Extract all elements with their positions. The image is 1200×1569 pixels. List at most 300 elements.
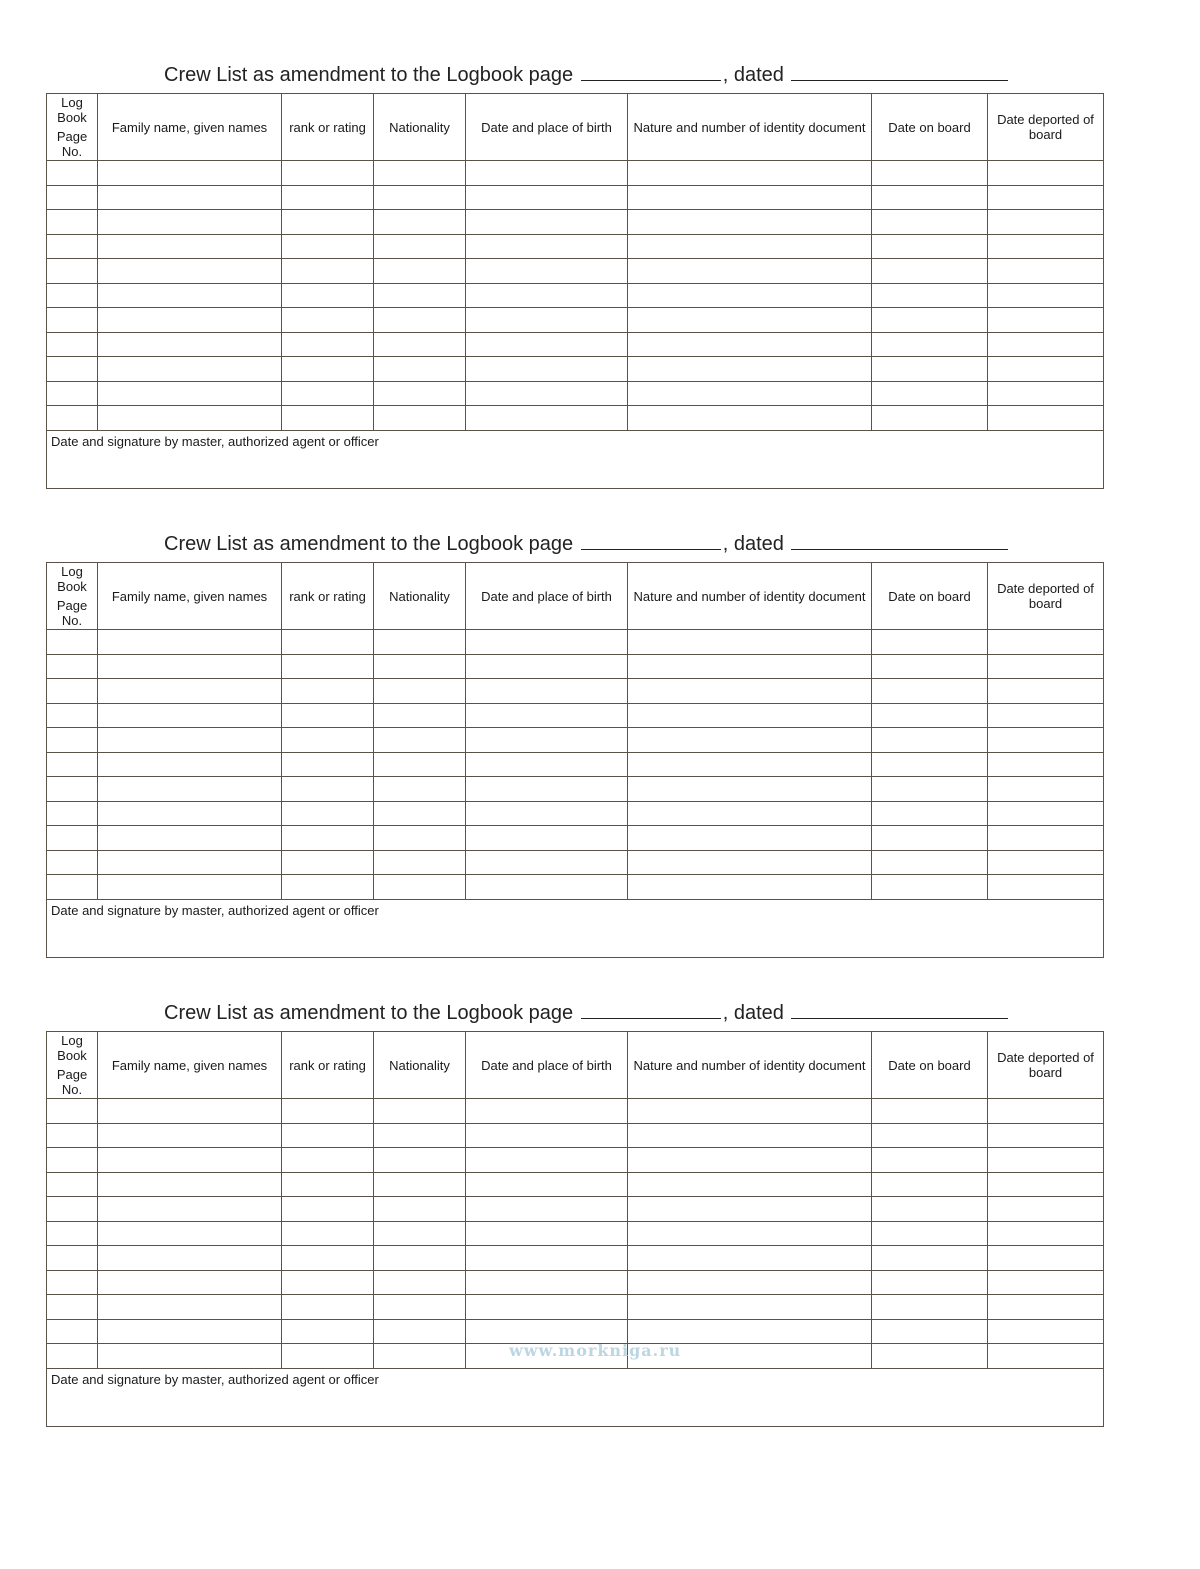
table-cell[interactable] — [98, 1295, 282, 1320]
table-cell[interactable] — [988, 406, 1104, 431]
table-cell[interactable] — [282, 406, 374, 431]
signature-row — [47, 1368, 1104, 1426]
signature-field[interactable] — [47, 430, 1104, 488]
table-row — [47, 1123, 1104, 1148]
table-cell[interactable] — [988, 1270, 1104, 1295]
table-cell[interactable] — [47, 210, 98, 235]
table-cell[interactable] — [98, 654, 282, 679]
table-cell[interactable] — [988, 381, 1104, 406]
table-cell[interactable] — [47, 283, 98, 308]
table-cell[interactable] — [872, 777, 988, 802]
table-cell[interactable] — [872, 308, 988, 333]
table-cell[interactable] — [98, 875, 282, 900]
table-cell[interactable] — [988, 1344, 1104, 1369]
table-cell[interactable] — [466, 777, 628, 802]
table-cell[interactable] — [628, 406, 872, 431]
table-cell[interactable] — [47, 752, 98, 777]
table-cell[interactable] — [282, 259, 374, 284]
table-cell[interactable] — [282, 332, 374, 357]
table-cell[interactable] — [47, 777, 98, 802]
table-cell[interactable] — [988, 654, 1104, 679]
table-cell[interactable] — [628, 752, 872, 777]
table-cell[interactable] — [47, 1344, 98, 1369]
table-cell[interactable] — [628, 777, 872, 802]
table-cell[interactable] — [374, 1123, 466, 1148]
table-cell[interactable] — [466, 283, 628, 308]
table-cell[interactable] — [374, 381, 466, 406]
table-cell[interactable] — [47, 703, 98, 728]
table-cell[interactable] — [98, 850, 282, 875]
header-nationality: Nationality — [374, 1032, 466, 1099]
table-cell[interactable] — [466, 703, 628, 728]
table-cell[interactable] — [872, 1148, 988, 1173]
table-cell[interactable] — [466, 1246, 628, 1271]
table-row — [47, 1172, 1104, 1197]
table-cell[interactable] — [374, 630, 466, 655]
table-cell[interactable] — [988, 1221, 1104, 1246]
table-cell[interactable] — [466, 826, 628, 851]
table-cell[interactable] — [282, 234, 374, 259]
table-cell[interactable] — [988, 357, 1104, 382]
table-row — [47, 185, 1104, 210]
table-cell[interactable] — [98, 679, 282, 704]
table-cell[interactable] — [466, 801, 628, 826]
table-cell[interactable] — [872, 1246, 988, 1271]
table-cell[interactable] — [282, 801, 374, 826]
table-cell[interactable] — [628, 703, 872, 728]
form-title — [164, 60, 1010, 90]
table-cell[interactable] — [47, 1246, 98, 1271]
table-cell[interactable] — [628, 283, 872, 308]
table-cell[interactable] — [98, 357, 282, 382]
table-cell[interactable] — [98, 185, 282, 210]
table-cell[interactable] — [872, 703, 988, 728]
table-cell[interactable] — [98, 801, 282, 826]
signature-row — [47, 899, 1104, 957]
table-cell[interactable] — [628, 259, 872, 284]
table-cell[interactable] — [628, 161, 872, 186]
table-cell[interactable] — [282, 826, 374, 851]
table-cell[interactable] — [282, 654, 374, 679]
table-cell[interactable] — [988, 1099, 1104, 1124]
table-cell[interactable] — [988, 185, 1104, 210]
table-cell[interactable] — [988, 875, 1104, 900]
table-cell[interactable] — [628, 1295, 872, 1320]
table-cell[interactable] — [47, 801, 98, 826]
table-cell[interactable] — [988, 630, 1104, 655]
table-cell[interactable] — [872, 210, 988, 235]
table-cell[interactable] — [47, 308, 98, 333]
table-cell[interactable] — [628, 308, 872, 333]
table-cell[interactable] — [872, 850, 988, 875]
table-cell[interactable] — [282, 1246, 374, 1271]
table-cell[interactable] — [988, 826, 1104, 851]
table-cell[interactable] — [282, 1221, 374, 1246]
form-title-dated: , dated — [722, 1002, 784, 1024]
table-cell[interactable] — [628, 826, 872, 851]
logbook-page-blank[interactable] — [581, 60, 721, 81]
table-row — [47, 381, 1104, 406]
table-cell[interactable] — [98, 777, 282, 802]
table-cell[interactable] — [47, 1221, 98, 1246]
table-cell[interactable] — [374, 1172, 466, 1197]
table-row — [47, 357, 1104, 382]
table-cell[interactable] — [47, 1270, 98, 1295]
table-cell[interactable] — [628, 210, 872, 235]
table-cell[interactable] — [872, 728, 988, 753]
table-cell[interactable] — [98, 161, 282, 186]
table-cell[interactable] — [628, 728, 872, 753]
table-cell[interactable] — [872, 332, 988, 357]
table-cell[interactable] — [98, 259, 282, 284]
header-family-name: Family name, given names — [98, 563, 282, 630]
table-cell[interactable] — [628, 332, 872, 357]
table-cell[interactable] — [988, 1246, 1104, 1271]
table-cell[interactable] — [466, 752, 628, 777]
table-cell[interactable] — [374, 259, 466, 284]
table-cell[interactable] — [466, 357, 628, 382]
table-cell[interactable] — [988, 1197, 1104, 1222]
table-cell[interactable] — [374, 234, 466, 259]
table-cell[interactable] — [374, 210, 466, 235]
table-cell[interactable] — [988, 801, 1104, 826]
table-cell[interactable] — [98, 1172, 282, 1197]
table-cell[interactable] — [628, 1270, 872, 1295]
table-cell[interactable] — [466, 210, 628, 235]
table-cell[interactable] — [466, 1123, 628, 1148]
table-cell[interactable] — [98, 630, 282, 655]
table-cell[interactable] — [466, 1197, 628, 1222]
table-cell[interactable] — [628, 654, 872, 679]
table-cell[interactable] — [98, 1099, 282, 1124]
table-cell[interactable] — [466, 1172, 628, 1197]
table-cell[interactable] — [47, 259, 98, 284]
table-cell[interactable] — [47, 1319, 98, 1344]
table-cell[interactable] — [466, 234, 628, 259]
table-cell[interactable] — [282, 283, 374, 308]
table-cell[interactable] — [872, 875, 988, 900]
table-cell[interactable] — [374, 357, 466, 382]
table-cell[interactable] — [628, 850, 872, 875]
table-cell[interactable] — [47, 1099, 98, 1124]
table-cell[interactable] — [872, 1123, 988, 1148]
logbook-page-blank[interactable] — [581, 998, 721, 1019]
table-cell[interactable] — [374, 185, 466, 210]
table-cell[interactable] — [872, 1221, 988, 1246]
table-cell[interactable] — [466, 1319, 628, 1344]
table-cell[interactable] — [374, 728, 466, 753]
table-cell[interactable] — [988, 1295, 1104, 1320]
table-cell[interactable] — [988, 234, 1104, 259]
table-cell[interactable] — [282, 1319, 374, 1344]
table-cell[interactable] — [872, 1172, 988, 1197]
table-cell[interactable] — [374, 801, 466, 826]
signature-field[interactable] — [47, 1368, 1104, 1426]
form-title-dated: , dated — [722, 64, 784, 86]
table-cell[interactable] — [628, 1172, 872, 1197]
dated-blank[interactable] — [791, 998, 1008, 1019]
table-cell[interactable] — [282, 1123, 374, 1148]
table-cell[interactable] — [466, 654, 628, 679]
table-cell[interactable] — [98, 308, 282, 333]
table-cell[interactable] — [98, 1319, 282, 1344]
table-cell[interactable] — [47, 630, 98, 655]
table-cell[interactable] — [374, 703, 466, 728]
table-cell[interactable] — [47, 728, 98, 753]
table-cell[interactable] — [374, 679, 466, 704]
table-cell[interactable] — [98, 752, 282, 777]
table-row — [47, 875, 1104, 900]
table-cell[interactable] — [628, 1197, 872, 1222]
table-cell[interactable] — [47, 1295, 98, 1320]
table-cell[interactable] — [47, 679, 98, 704]
table-cell[interactable] — [47, 161, 98, 186]
table-cell[interactable] — [872, 161, 988, 186]
table-cell[interactable] — [872, 381, 988, 406]
table-cell[interactable] — [374, 826, 466, 851]
table-cell[interactable] — [282, 1344, 374, 1369]
table-cell[interactable] — [988, 1319, 1104, 1344]
table-cell[interactable] — [374, 1221, 466, 1246]
table-cell[interactable] — [374, 161, 466, 186]
table-cell[interactable] — [872, 259, 988, 284]
table-cell[interactable] — [98, 406, 282, 431]
signature-label: Date and signature by master, authorized agent or officer — [51, 433, 379, 449]
header-log-book-page-no: Log Book Page No. — [47, 563, 98, 630]
table-cell[interactable] — [98, 283, 282, 308]
table-cell[interactable] — [282, 1172, 374, 1197]
table-cell[interactable] — [872, 1344, 988, 1369]
table-cell[interactable] — [466, 308, 628, 333]
table-cell[interactable] — [98, 210, 282, 235]
table-cell[interactable] — [628, 1148, 872, 1173]
table-cell[interactable] — [282, 1270, 374, 1295]
table-cell[interactable] — [98, 1221, 282, 1246]
table-cell[interactable] — [988, 283, 1104, 308]
table-cell[interactable] — [98, 703, 282, 728]
table-cell[interactable] — [47, 185, 98, 210]
table-cell[interactable] — [282, 1148, 374, 1173]
table-cell[interactable] — [282, 161, 374, 186]
table-cell[interactable] — [374, 875, 466, 900]
table-cell[interactable] — [628, 1319, 872, 1344]
table-cell[interactable] — [374, 332, 466, 357]
table-cell[interactable] — [282, 728, 374, 753]
table-cell[interactable] — [872, 679, 988, 704]
header-date-deported: Date deported of board — [988, 94, 1104, 161]
table-cell[interactable] — [872, 630, 988, 655]
dated-blank[interactable] — [791, 529, 1008, 550]
table-cell[interactable] — [374, 1099, 466, 1124]
table-cell[interactable] — [282, 381, 374, 406]
table-cell[interactable] — [374, 1270, 466, 1295]
table-cell[interactable] — [282, 357, 374, 382]
table-cell[interactable] — [98, 381, 282, 406]
table-cell[interactable] — [374, 308, 466, 333]
table-cell[interactable] — [872, 234, 988, 259]
table-cell[interactable] — [98, 1246, 282, 1271]
table-cell[interactable] — [988, 777, 1104, 802]
table-cell[interactable] — [988, 679, 1104, 704]
table-cell[interactable] — [47, 406, 98, 431]
table-cell[interactable] — [47, 234, 98, 259]
table-row — [47, 1295, 1104, 1320]
table-cell[interactable] — [374, 752, 466, 777]
table-cell[interactable] — [282, 308, 374, 333]
table-cell[interactable] — [628, 1246, 872, 1271]
table-cell[interactable] — [47, 1172, 98, 1197]
table-cell[interactable] — [466, 332, 628, 357]
table-cell[interactable] — [872, 1319, 988, 1344]
table-cell[interactable] — [98, 1344, 282, 1369]
table-cell[interactable] — [47, 332, 98, 357]
table-cell[interactable] — [466, 1148, 628, 1173]
table-cell[interactable] — [47, 875, 98, 900]
table-cell[interactable] — [98, 332, 282, 357]
header-identity-document: Nature and number of identity document — [628, 94, 872, 161]
header-family-name: Family name, given names — [98, 1032, 282, 1099]
logbook-page-blank[interactable] — [581, 529, 721, 550]
table-cell[interactable] — [466, 161, 628, 186]
table-cell[interactable] — [628, 630, 872, 655]
signature-field[interactable] — [47, 899, 1104, 957]
table-cell[interactable] — [374, 1246, 466, 1271]
table-cell[interactable] — [47, 1123, 98, 1148]
table-row — [47, 161, 1104, 186]
table-cell[interactable] — [98, 1197, 282, 1222]
table-cell[interactable] — [98, 1270, 282, 1295]
table-cell[interactable] — [47, 850, 98, 875]
table-cell[interactable] — [872, 801, 988, 826]
table-cell[interactable] — [466, 1221, 628, 1246]
table-cell[interactable] — [872, 1099, 988, 1124]
table-cell[interactable] — [872, 406, 988, 431]
header-family-name: Family name, given names — [98, 94, 282, 161]
table-cell[interactable] — [47, 357, 98, 382]
table-cell[interactable] — [628, 1221, 872, 1246]
table-cell[interactable] — [47, 1197, 98, 1222]
table-cell[interactable] — [47, 654, 98, 679]
table-cell[interactable] — [466, 1270, 628, 1295]
table-row — [47, 703, 1104, 728]
table-cell[interactable] — [988, 850, 1104, 875]
table-cell[interactable] — [374, 654, 466, 679]
table-cell[interactable] — [628, 185, 872, 210]
table-cell[interactable] — [374, 777, 466, 802]
table-row — [47, 1246, 1104, 1271]
table-cell[interactable] — [374, 1295, 466, 1320]
table-cell[interactable] — [98, 234, 282, 259]
table-cell[interactable] — [98, 1148, 282, 1173]
table-cell[interactable] — [282, 630, 374, 655]
table-cell[interactable] — [628, 357, 872, 382]
table-cell[interactable] — [628, 1099, 872, 1124]
table-cell[interactable] — [872, 826, 988, 851]
table-cell[interactable] — [872, 654, 988, 679]
header-row — [47, 1032, 1104, 1099]
table-cell[interactable] — [988, 1123, 1104, 1148]
table-cell[interactable] — [47, 381, 98, 406]
table-cell[interactable] — [988, 332, 1104, 357]
table-cell[interactable] — [282, 185, 374, 210]
table-cell[interactable] — [466, 406, 628, 431]
table-cell[interactable] — [374, 1319, 466, 1344]
table-cell[interactable] — [988, 728, 1104, 753]
table-cell[interactable] — [872, 1270, 988, 1295]
table-cell[interactable] — [466, 875, 628, 900]
table-cell[interactable] — [47, 826, 98, 851]
table-cell[interactable] — [98, 728, 282, 753]
table-cell[interactable] — [988, 703, 1104, 728]
table-cell[interactable] — [628, 381, 872, 406]
table-row — [47, 630, 1104, 655]
table-cell[interactable] — [282, 679, 374, 704]
table-cell[interactable] — [374, 283, 466, 308]
table-cell[interactable] — [282, 777, 374, 802]
table-cell[interactable] — [466, 850, 628, 875]
table-cell[interactable] — [282, 850, 374, 875]
table-cell[interactable] — [374, 850, 466, 875]
table-cell[interactable] — [988, 259, 1104, 284]
table-cell[interactable] — [282, 210, 374, 235]
header-log-book-page-no: Log Book Page No. — [47, 94, 98, 161]
table-cell[interactable] — [282, 875, 374, 900]
table-cell[interactable] — [628, 801, 872, 826]
table-cell[interactable] — [988, 1148, 1104, 1173]
table-cell[interactable] — [98, 826, 282, 851]
table-cell[interactable] — [374, 1344, 466, 1369]
table-cell[interactable] — [988, 210, 1104, 235]
table-cell[interactable] — [988, 161, 1104, 186]
table-cell[interactable] — [872, 185, 988, 210]
table-cell[interactable] — [282, 1197, 374, 1222]
table-cell[interactable] — [628, 679, 872, 704]
table-cell[interactable] — [466, 185, 628, 210]
table-cell[interactable] — [988, 1172, 1104, 1197]
table-cell[interactable] — [466, 679, 628, 704]
table-cell[interactable] — [466, 381, 628, 406]
table-cell[interactable] — [374, 1148, 466, 1173]
table-cell[interactable] — [282, 703, 374, 728]
dated-blank[interactable] — [791, 60, 1008, 81]
table-cell[interactable] — [466, 259, 628, 284]
table-cell[interactable] — [47, 1148, 98, 1173]
table-cell[interactable] — [628, 1123, 872, 1148]
table-cell[interactable] — [872, 1295, 988, 1320]
form-title-dated: , dated — [722, 533, 784, 555]
table-row — [47, 850, 1104, 875]
table-cell[interactable] — [282, 1295, 374, 1320]
table-cell[interactable] — [98, 1123, 282, 1148]
table-cell[interactable] — [374, 406, 466, 431]
table-cell[interactable] — [988, 308, 1104, 333]
table-cell[interactable] — [988, 752, 1104, 777]
table-cell[interactable] — [374, 1197, 466, 1222]
table-cell[interactable] — [628, 875, 872, 900]
table-row — [47, 1148, 1104, 1173]
table-cell[interactable] — [282, 752, 374, 777]
table-cell[interactable] — [872, 1197, 988, 1222]
table-cell[interactable] — [466, 728, 628, 753]
table-cell[interactable] — [872, 357, 988, 382]
table-cell[interactable] — [466, 630, 628, 655]
table-cell[interactable] — [466, 1099, 628, 1124]
table-cell[interactable] — [466, 1295, 628, 1320]
table-cell[interactable] — [872, 752, 988, 777]
table-cell[interactable] — [628, 234, 872, 259]
table-cell[interactable] — [282, 1099, 374, 1124]
table-cell[interactable] — [872, 283, 988, 308]
